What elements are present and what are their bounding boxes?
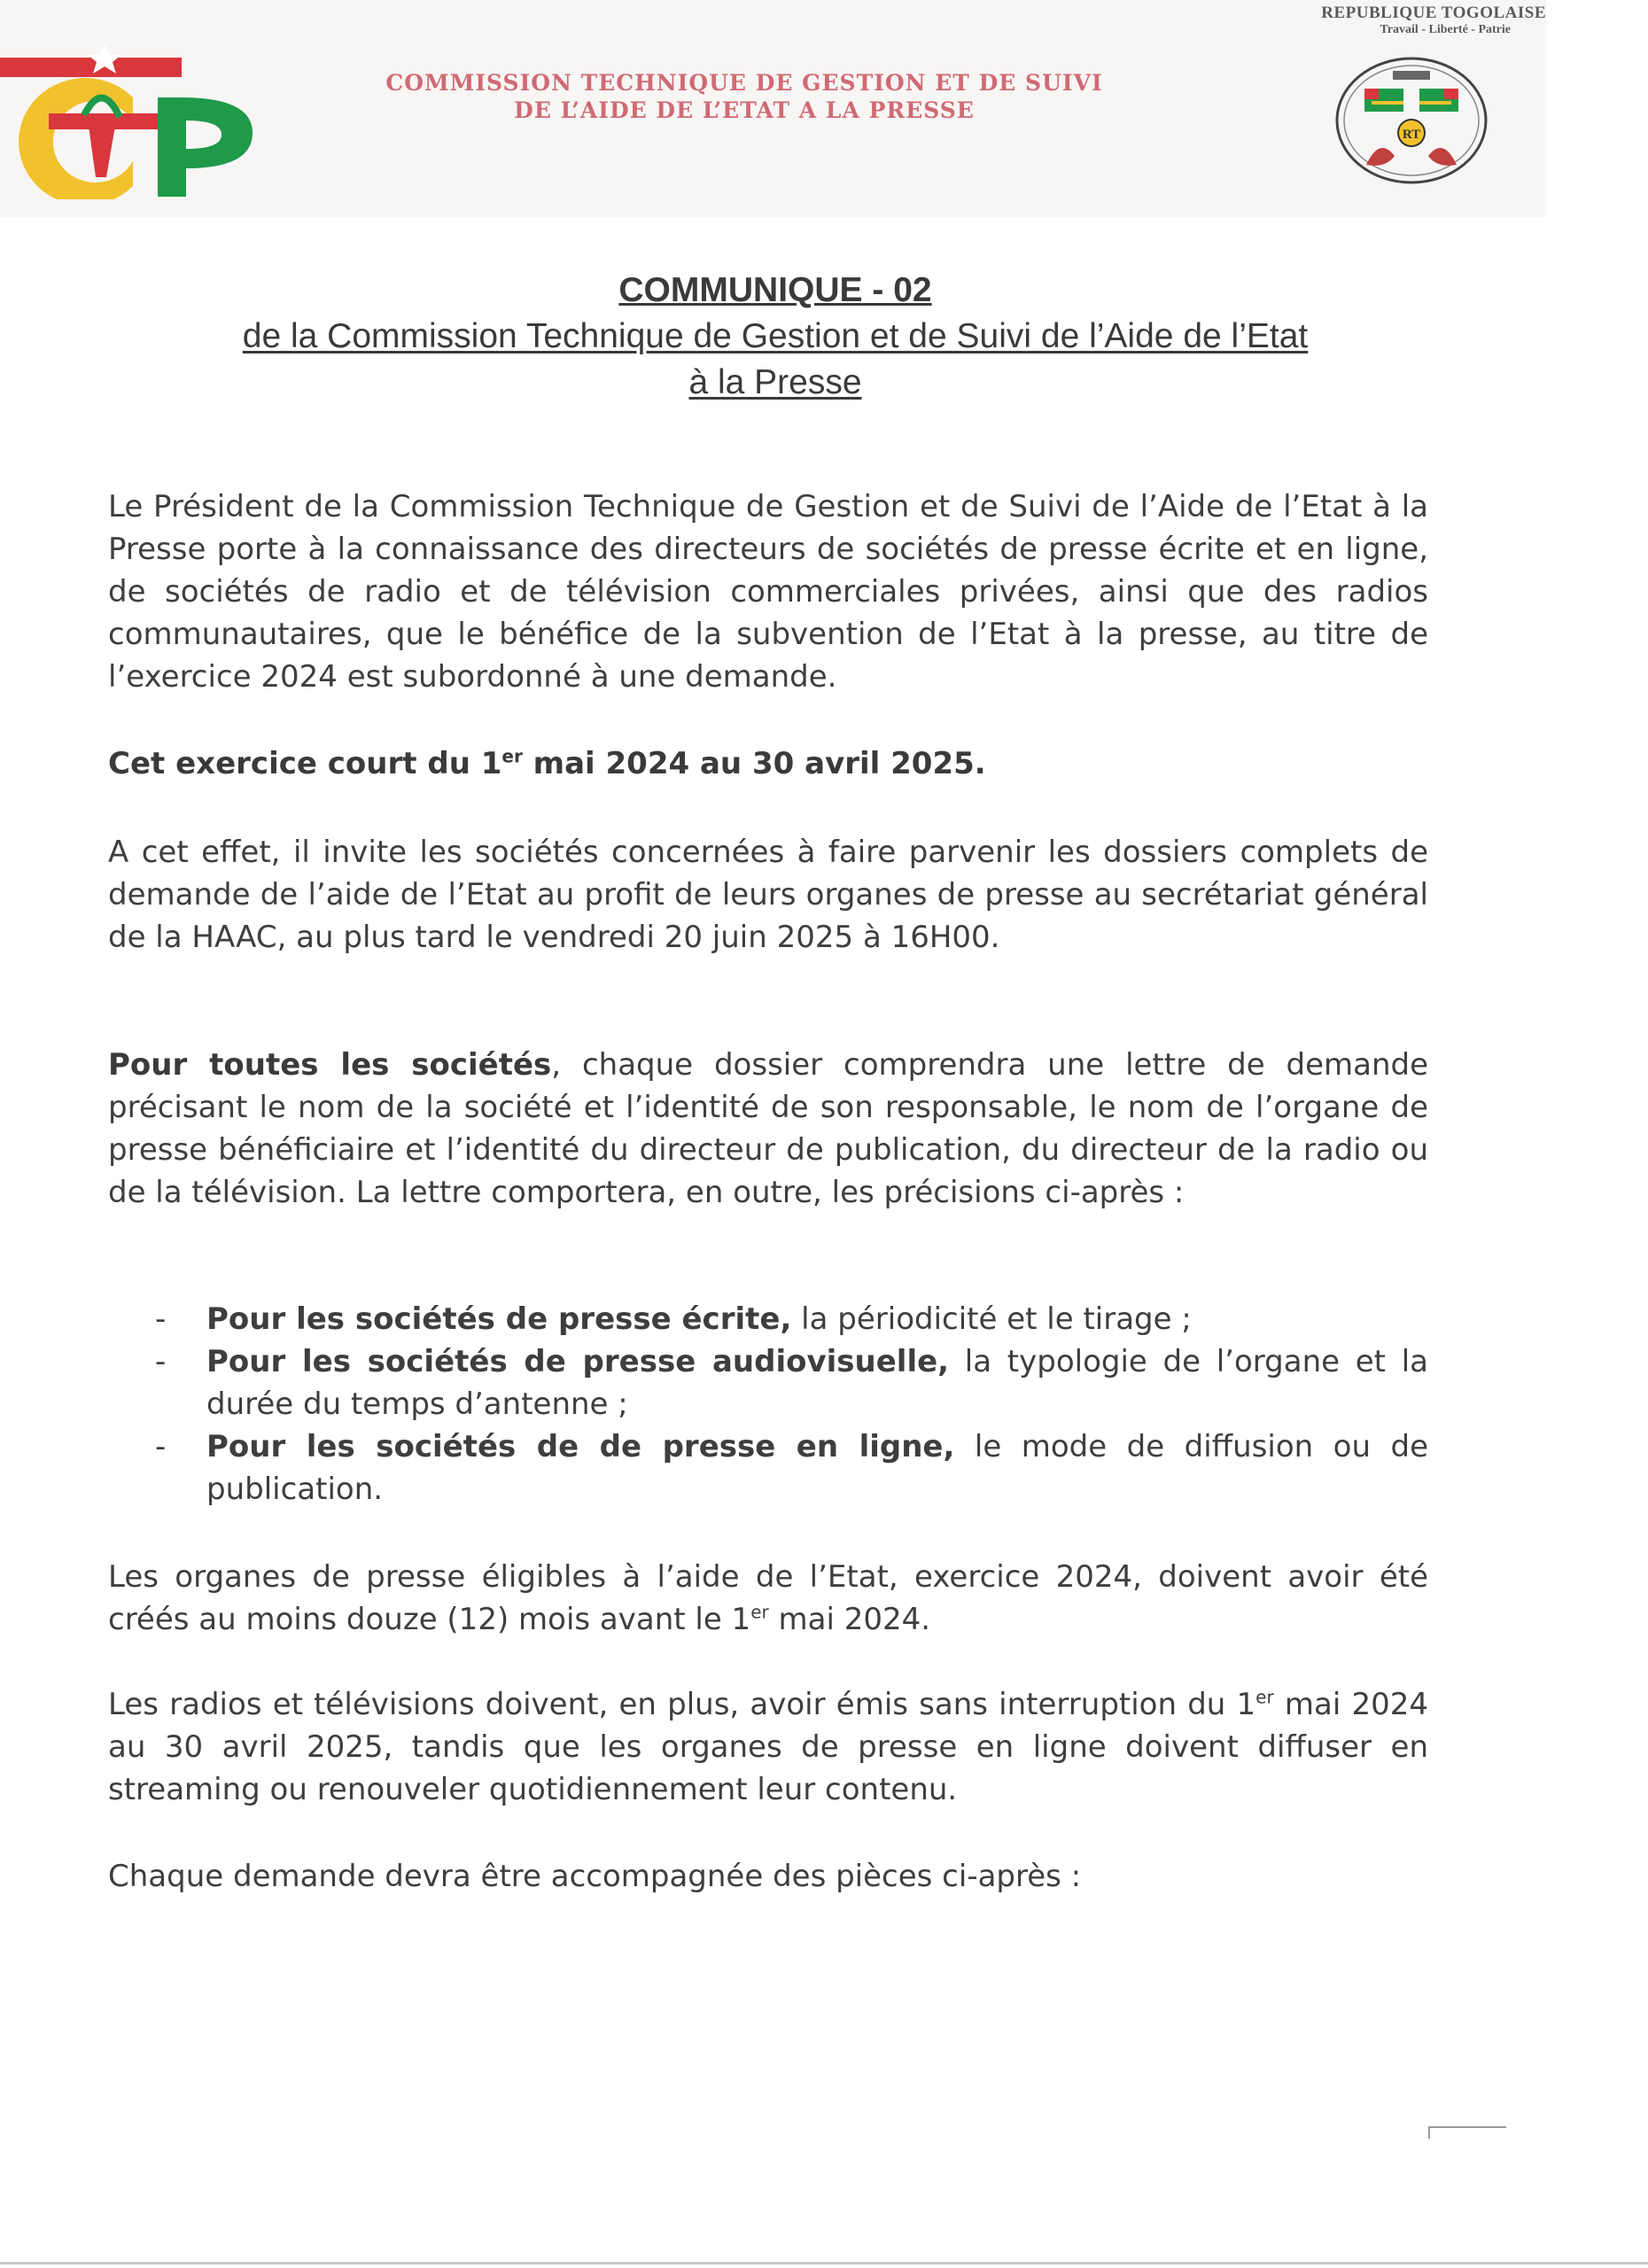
coat-of-arms-emblem <box>1331 51 1492 186</box>
commission-name-line2: DE L’AIDE DE L’ETAT A LA PRESSE <box>514 97 975 123</box>
emblem-initials: RT <box>1402 128 1421 142</box>
communique-subtitle-line1: de la Commission Technique de Gestion et de Suivi de l’Aide de l’Etat <box>242 317 1309 355</box>
republic-block <box>1223 4 1546 37</box>
paragraph-attachments: Chaque demande devra être accompagnée des pièces ci-après : <box>108 1859 1082 1894</box>
list-item: - Pour les sociétés de presse audiovisuelle, la typologie de l’organe et la durée du temps d’antenne ; <box>155 1344 1428 1422</box>
scan-corner-mark <box>1428 2126 1506 2128</box>
ctp-logo <box>0 44 261 199</box>
paragraph-intro: Le Président de la Commission Technique de Gestion et de Suivi de l’Aide de l’Etat à la Presse porte à la connaissance des directeurs de sociétés de presse écrite et en ligne, de sociétés de radio et de télévision commerciales privées, ainsi que des radios communautaires, que le bénéfice de la subvention de l’Etat à la presse, au titre de l’exercice 2024 est subordonné à une demande. <box>108 489 1428 695</box>
list-item: - Pour les sociétés de presse écrite, la périodicité et le tirage ; <box>155 1301 1192 1337</box>
requirements-list <box>155 1298 1428 1511</box>
exercise-period-text: Cet exercice court du 1er mai 2024 au 30 avril 2025. <box>108 745 986 781</box>
communique-number: COMMUNIQUE - 02 <box>618 271 932 309</box>
commission-name <box>266 69 1223 124</box>
commission-name-line1: COMMISSION TECHNIQUE DE GESTION ET DE SUIVI <box>385 70 1103 96</box>
all-companies-label: Pour toutes les sociétés <box>108 1047 552 1083</box>
scan-bottom-edge <box>0 2262 1648 2264</box>
paragraph-all-companies <box>108 1044 1428 1214</box>
paragraph-broadcast-requirement: Les radios et télévisions doivent, en plus, avoir émis sans interruption du 1er mai 2024 au 30 avril 2025, tandis que les organes de presse en ligne doivent diffuser en streaming ou renouveler quotidiennement leur contenu. <box>108 1686 1429 1807</box>
communique-title <box>89 268 1462 406</box>
scan-corner-mark <box>1428 2126 1430 2139</box>
all-companies-text: , chaque dossier comprendra une lettre de demande précisant le nom de la société et l’identité de son responsable, le nom de l’organe de presse bénéficiaire et l’identité du directeur de publication, du directeur de la radio ou de la télévision. La lettre comportera, en outre, les précisions ci-après : <box>108 1047 1428 1210</box>
paragraph-deadline: A cet effet, il invite les sociétés concernées à faire parvenir les dossiers complets de demande de l’aide de l’Etat au profit de leurs organes de presse au secrétariat général de la HAAC, au plus tard le vendredi 20 juin 2025 à 16H00. <box>108 835 1428 955</box>
national-motto: Travail - Liberté - Patrie <box>1380 23 1511 36</box>
paragraph-eligibility: Les organes de presse éligibles à l’aide de l’Etat, exercice 2024, doivent avoir été créés au moins douze (12) mois avant le 1er mai 2024. <box>108 1559 1428 1637</box>
country-name: REPUBLIQUE TOGOLAISE <box>1321 4 1546 22</box>
communique-subtitle-line2: à la Presse <box>688 363 862 401</box>
list-item: - Pour les sociétés de de presse en ligne, le mode de diffusion ou de publication. <box>155 1429 1428 1507</box>
paragraph-exercise-period <box>108 742 1428 785</box>
